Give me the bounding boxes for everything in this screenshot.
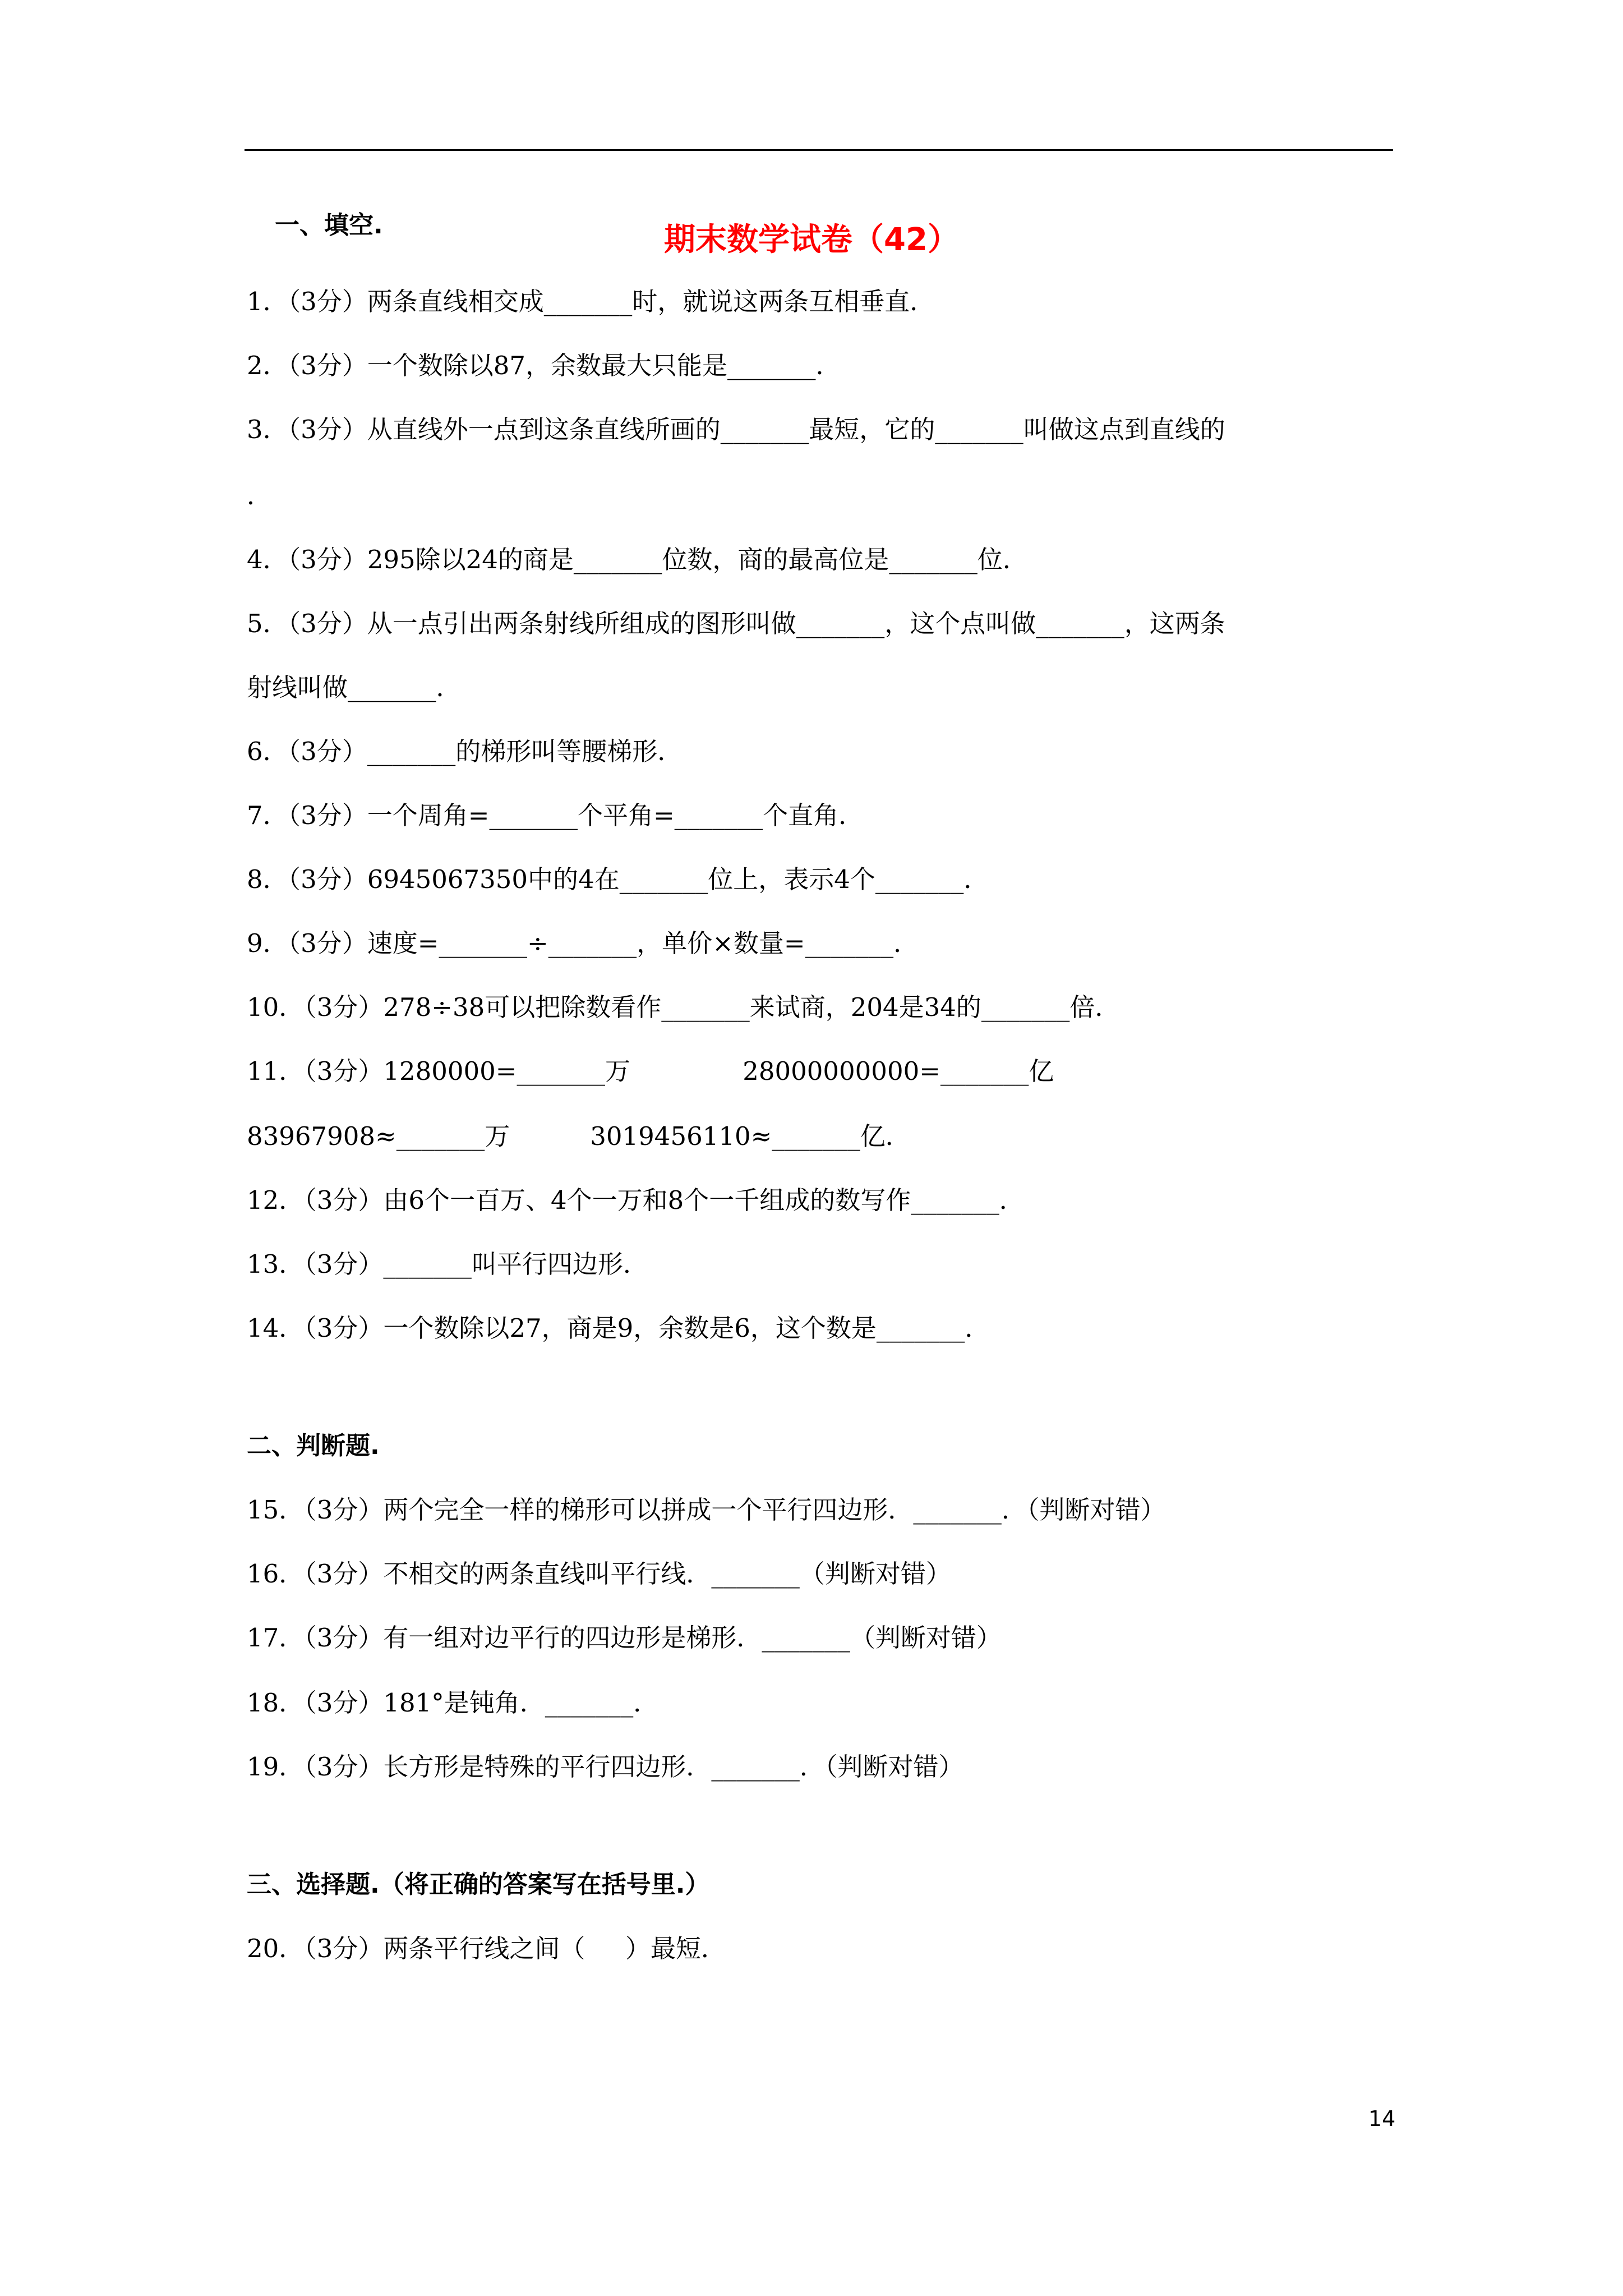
question-12: 12．（3分）由6个一百万、4个一万和8个一千组成的数写作_______． (247, 1185, 1025, 1215)
question-3: 3．（3分）从直线外一点到这条直线所画的_______最短，它的_______叫做这点到直线的 (247, 415, 1225, 444)
question-19: 19．（3分）长方形是特殊的平行四边形．_______．（判断对错） (247, 1752, 964, 1782)
question-10: 10．（3分）278÷38可以把除数看作_______来试商，204是34的_______倍． (247, 992, 1121, 1022)
question-5: 5．（3分）从一点引出两条射线所组成的图形叫做_______，这个点叫做_______，这两条 (247, 609, 1225, 638)
question-5-cont: 射线叫做_______． (247, 673, 462, 702)
header-rule (245, 149, 1393, 151)
question-15: 15．（3分）两个完全一样的梯形可以拼成一个平行四边形．_______．（判断对错） (247, 1495, 1166, 1525)
question-7: 7．（3分）一个周角=_______个平角=_______个直角． (247, 800, 864, 830)
section-heading-multiple-choice: 三、选择题.（将正确的答案写在括号里.） (247, 1870, 710, 1899)
question-3-cont: ． (247, 481, 273, 510)
question-13: 13．（3分）_______叫平行四边形． (247, 1249, 648, 1279)
question-11: 11．（3分）1280000=_______万 28000000000=_______亿 (247, 1056, 1054, 1086)
section-heading-fill-blank: 一、填空. (275, 211, 383, 240)
question-18: 18．（3分）181°是钝角．_______． (247, 1688, 659, 1718)
question-17: 17．（3分）有一组对边平行的四边形是梯形．_______（判断对错） (247, 1623, 1002, 1653)
section-heading-true-false: 二、判断题. (247, 1432, 380, 1460)
question-20: 20．（3分）两条平行线之间（ ）最短． (247, 1934, 726, 1963)
question-6: 6．（3分）_______的梯形叫等腰梯形． (247, 737, 683, 766)
question-1: 1．（3分）两条直线相交成_______时，就说这两条互相垂直． (247, 287, 935, 316)
question-11-cont: 83967908≈_______万 3019456110≈_______亿． (247, 1121, 911, 1151)
question-9: 9．（3分）速度=_______÷_______，单价×数量=_______． (247, 928, 919, 958)
question-4: 4．（3分）295除以24的商是_______位数，商的最高位是_______位． (247, 545, 1028, 574)
page-title: 期末数学试卷（42） (664, 222, 959, 258)
question-14: 14．（3分）一个数除以27，商是9，余数是6，这个数是_______． (247, 1313, 990, 1343)
question-2: 2．（3分）一个数除以87，余数最大只能是_______． (247, 351, 841, 380)
question-16: 16．（3分）不相交的两条直线叫平行线．_______（判断对错） (247, 1559, 951, 1589)
page-number: 14 (1368, 2106, 1396, 2131)
question-8: 8．（3分）6945067350中的4在_______位上，表示4个_______． (247, 864, 989, 894)
